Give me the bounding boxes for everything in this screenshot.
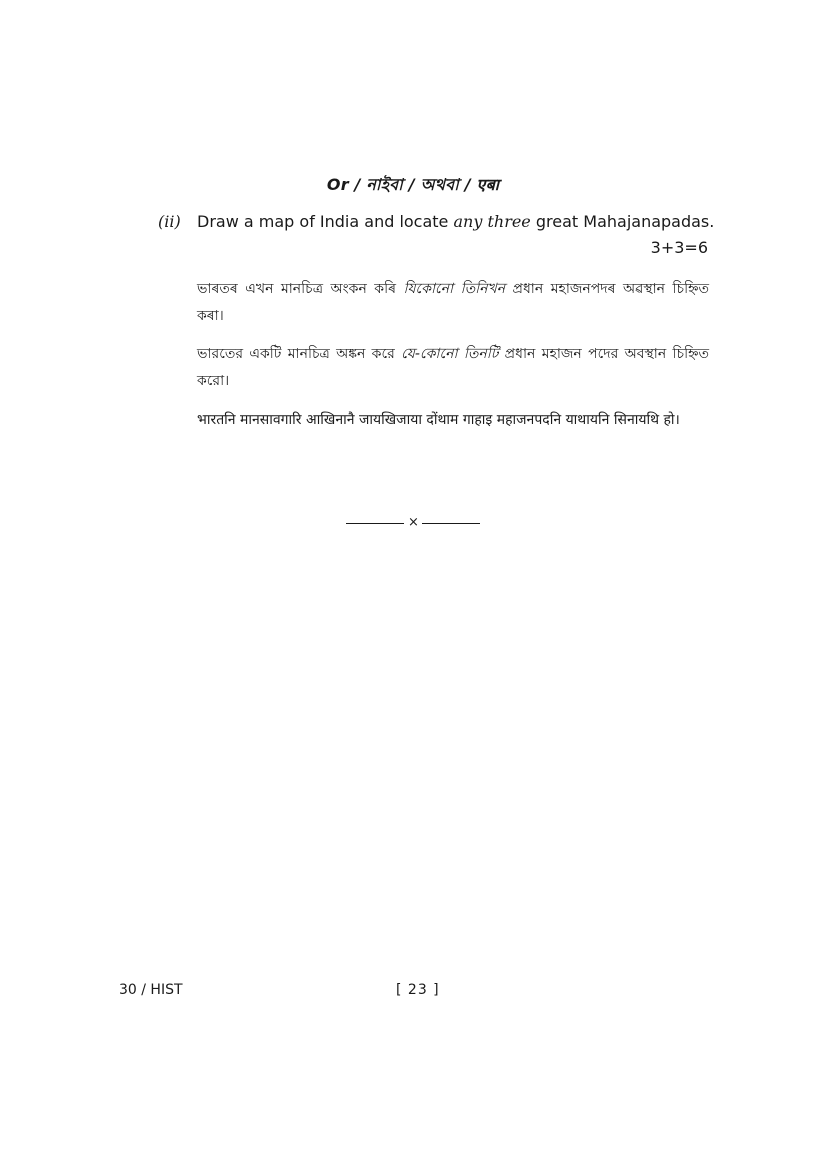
assamese-translation [197, 276, 709, 330]
translation-part: প্রধান মহাজন পদের অবস্থান চিহ্নিত করো। [197, 346, 709, 389]
translation-part: ভারতের একটি মানচিত্র অঙ্কন করে [197, 346, 402, 362]
or-heading: Or / নাইবা / অথবা / एबा [326, 175, 500, 194]
question-text-part: Draw a map of India and locate [197, 212, 454, 231]
end-of-paper-mark [346, 514, 480, 532]
translation-emphasis: যিকোনো তিনিখন [403, 281, 505, 297]
question-text [197, 211, 715, 233]
bodo-translation: भारतनि मानसावगारि आखिनानै जायखिजाया दोंथाम गाहाइ महाजनपदनि याथायनि सिनायथि हो। [197, 412, 680, 428]
question-text-emphasis: any three [453, 212, 531, 231]
question-marks: 3+3=6 [650, 238, 708, 257]
translation-emphasis: যে-কোনো তিনটি [401, 346, 499, 362]
page-number: [ 23 ] [396, 982, 440, 998]
end-line-right [422, 523, 480, 524]
question-text-part: great Mahajanapadas. [530, 212, 715, 231]
question-number: (ii) [158, 212, 181, 231]
cross-icon: × [408, 515, 419, 530]
paper-code: 30 / HIST [119, 982, 183, 998]
translation-part: ভাৰতৰ এখন মানচিত্ৰ অংকন কৰি [197, 281, 404, 297]
bengali-translation [197, 341, 709, 395]
end-line-left [346, 523, 404, 524]
translation-part: প্ৰধান মহাজনপদৰ অৱস্থান চিহ্নিত কৰা। [197, 281, 710, 324]
